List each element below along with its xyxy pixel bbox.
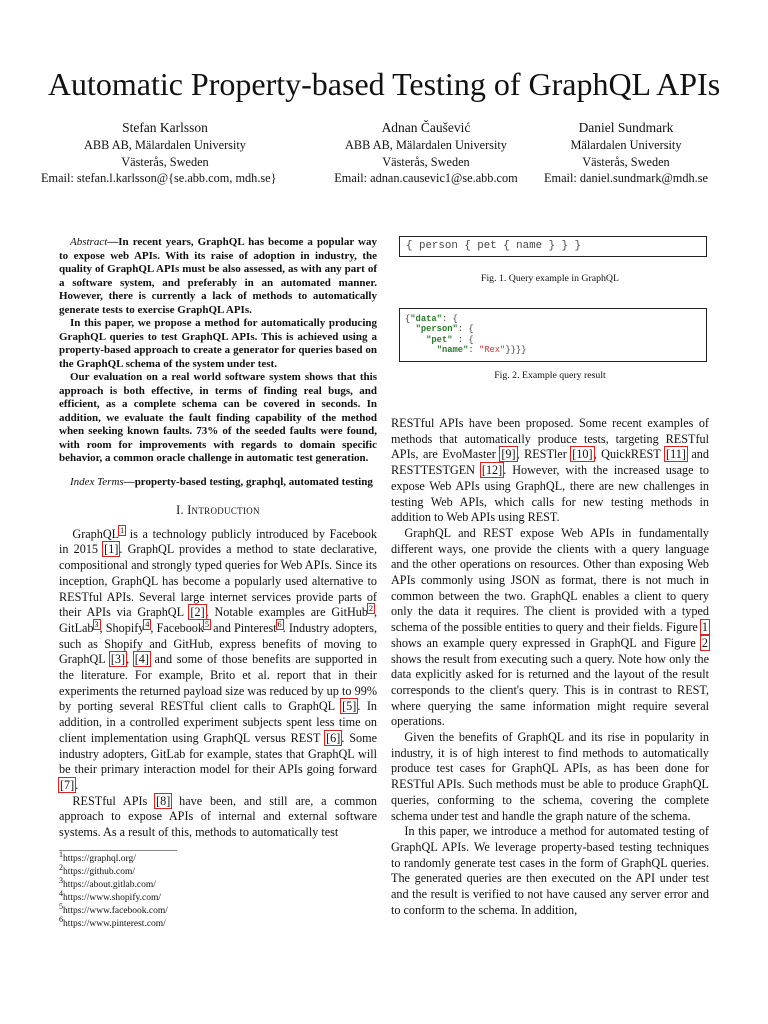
- author-location: Västerås, Sweden: [121, 154, 209, 169]
- citation-link[interactable]: [4]: [134, 652, 149, 667]
- footnote-link[interactable]: 2: [368, 604, 373, 614]
- left-column: [59, 236, 377, 841]
- footnote: $^3$https://about.gitlab.com/: [59, 875, 156, 890]
- author-affiliation: Mälardalen University: [570, 138, 682, 153]
- author-email: Email: stefan.l.karlsson@{se.abb.com, mdh.se}: [41, 170, 277, 185]
- author-email: Email: daniel.sundmark@mdh.se: [544, 170, 708, 185]
- figure-2-caption-wrap: [391, 370, 709, 381]
- footnote-link[interactable]: 1: [120, 525, 125, 535]
- citation-link[interactable]: [3]: [110, 652, 126, 667]
- citation-link[interactable]: [8]: [156, 793, 171, 808]
- citation-link[interactable]: [12]: [481, 463, 503, 478]
- figure-ref-link[interactable]: 1: [701, 620, 708, 635]
- author-1: [41, 120, 277, 186]
- result-code-box: {"data": { "person": { "pet" : { "name": "Rex"}}}}: [399, 308, 707, 362]
- abstract-lead: Abstract: [70, 236, 108, 248]
- body-paragraph: RESTful APIs have been proposed. Some recent examples of methods that automatically produce tests, targeting RESTful APIs, are EvoMaster [9], RESTler [10], QuickREST [11] and RESTTESTGEN [12]. However, with the increased usage to expose Web APIs using GraphQL, there are new challenges in testing Web APIs, which calls for new testing methods in addition to Web APIs using REST.: [391, 416, 709, 525]
- footnote-link[interactable]: 4: [145, 619, 150, 629]
- citation-link[interactable]: [10]: [572, 447, 593, 462]
- index-terms: Index Terms—property-based testing, graphql, automated testing: [70, 475, 373, 488]
- author-2: [326, 120, 526, 186]
- citation-link[interactable]: [5]: [342, 699, 357, 714]
- figure-1-caption: Fig. 1. Query example in GraphQL: [481, 273, 619, 284]
- body-paragraph: GraphQL and REST expose Web APIs in fundamentally different ways, one provide the clients with a query language and the other operations on resources. Other than exposing Web APIs commonly using JSON as format, there is not much in common between the two. GraphQL enables a client to query only the data it requires. The client is provided with a typed schema of the possible entities to query and their fields. Figure 1 shows an example query expressed in GraphQL and Figure 2 shows the result from executing such a query. Note how only the data explicitly asked for is returned and the layout of the result corresponds to the client's query. This is in contrast to REST, where querying the same information might require several operations.: [391, 525, 709, 729]
- abstract-paragraph: Abstract—In recent years, GraphQL has become a popular way to expose web APIs. With its raise of adoption in industry, the quality of GraphQL APIs must be also assessed, as with any part of a software system, and preferably in an automated manner. However, there is currently a lack of methods to automatically generate tests to exercise GraphQL APIs.: [59, 236, 377, 316]
- footnote: $^6$https://www.pinterest.com/: [59, 914, 166, 929]
- figure-2-caption: Fig. 2. Example query result: [494, 370, 606, 381]
- footnote-link[interactable]: 3: [94, 619, 99, 629]
- author-email: Email: adnan.causevic1@se.abb.com: [334, 170, 518, 185]
- figure-ref-link[interactable]: 2: [701, 635, 708, 650]
- author-affiliation: ABB AB, Mälardalen University: [84, 138, 246, 153]
- author-name: Adnan Čaušević: [381, 120, 471, 135]
- footnote-link[interactable]: 5: [205, 619, 209, 629]
- citation-link[interactable]: [1]: [104, 542, 119, 557]
- author-location: Västerås, Sweden: [582, 154, 670, 169]
- footnote: $^5$https://www.facebook.com/: [59, 901, 168, 916]
- section-heading: I. Introduction: [176, 503, 260, 517]
- author-3: [526, 120, 726, 186]
- author-name: Daniel Sundmark: [578, 120, 674, 135]
- citation-link[interactable]: [2]: [190, 605, 205, 620]
- author-name: Stefan Karlsson: [122, 120, 208, 135]
- author-location: Västerås, Sweden: [382, 154, 470, 169]
- footnote: $^4$https://www.shopify.com/: [59, 888, 161, 903]
- body-paragraph: Given the benefits of GraphQL and its rise in popularity in industry, it is of high interest to find methods to automatically produce test cases for GraphQL APIs, as has been done for RESTful APIs. Such methods must be able to produce GraphQL queries, conforming to the schema, covering the complete schema under test and handle the graph nature of the schema.: [391, 730, 709, 823]
- citation-link[interactable]: [7]: [60, 777, 75, 792]
- intro-paragraph: GraphQL$^1$ is a technology publicly introduced by Facebook in 2015 [1]. GraphQL provides a method to state declarative, compositional and strongly typed queries for Web APIs. Since its inception, GraphQL has become a popularly used alternative to RESTful APIs. Several large internet services provide parts of their APIs via GraphQL [2]. Notable examples are GitHub$^2$, GitLab$^3$, Shopify$^4$, Facebook$^5$ and Pinterest$^6$. Industry adopters, such as Shopify and GitHub, express benefits of moving to GraphQL [3], [4] and some of those benefits are supported in the literature. For example, Brito et al. report that in their experiments the returned payload size was reduced by up to 99% by porting several RESTful client calls to GraphQL [5]. In addition, in a controlled experiment subjects spent less time on client implementation using GraphQL versus REST [6]. Some industry adopters, GitLab for example, states that GraphQL will be their primary interaction model for their APIs going forward [7].: [59, 525, 378, 792]
- abstract-paragraph: Our evaluation on a real world software system shows that this approach is both effective, in terms of finding real bugs, and efficient, as a complete schema can be covered in seconds. In addition, we evaluate the fault finding capability of the method when seeking known faults. 73% of the seeded faults were found, with room for improvements with regards to domain specific behavior, a common oracle challenge in automatic test generation.: [59, 371, 377, 464]
- footnotes: [59, 851, 377, 931]
- figure-1-caption-wrap: [391, 273, 709, 284]
- footnote: $^1$https://graphql.org/: [59, 849, 136, 864]
- query-code-box: { person { pet { name } } }: [399, 236, 707, 257]
- citation-link[interactable]: [9]: [501, 447, 516, 462]
- intro-paragraph: RESTful APIs [8] have been, and still are, a common approach to expose APIs of internal and external software systems. As a result of this, methods to automatically test: [59, 793, 377, 840]
- body-paragraph: In this paper, we introduce a method for automated testing of GraphQL APIs. We leverage property-based testing techniques to randomly generate test cases in the form of GraphQL queries. The generated queries are then executed on the API under test and the result is verified to not have caused any server error and to conform to the schema. In addition,: [391, 824, 709, 917]
- figure-2: [399, 308, 707, 362]
- citation-link[interactable]: [11]: [666, 447, 686, 462]
- abstract-paragraph: In this paper, we propose a method for automatically producing GraphQL queries to test GraphQL APIs. This is achieved using a property-based approach to create a generator for queries based on the GraphQL schema of the system under test.: [59, 317, 377, 370]
- figure-1: [399, 236, 707, 257]
- footnote: $^2$https://github.com/: [59, 862, 136, 877]
- author-affiliation: ABB AB, Mälardalen University: [345, 138, 507, 153]
- footnote-link[interactable]: 6: [277, 619, 282, 629]
- paper-title: Automatic Property-based Testing of GraphQL APIs: [47, 66, 721, 102]
- citation-link[interactable]: [6]: [326, 730, 341, 745]
- footnote-rule: [59, 850, 177, 851]
- right-column: [391, 416, 709, 919]
